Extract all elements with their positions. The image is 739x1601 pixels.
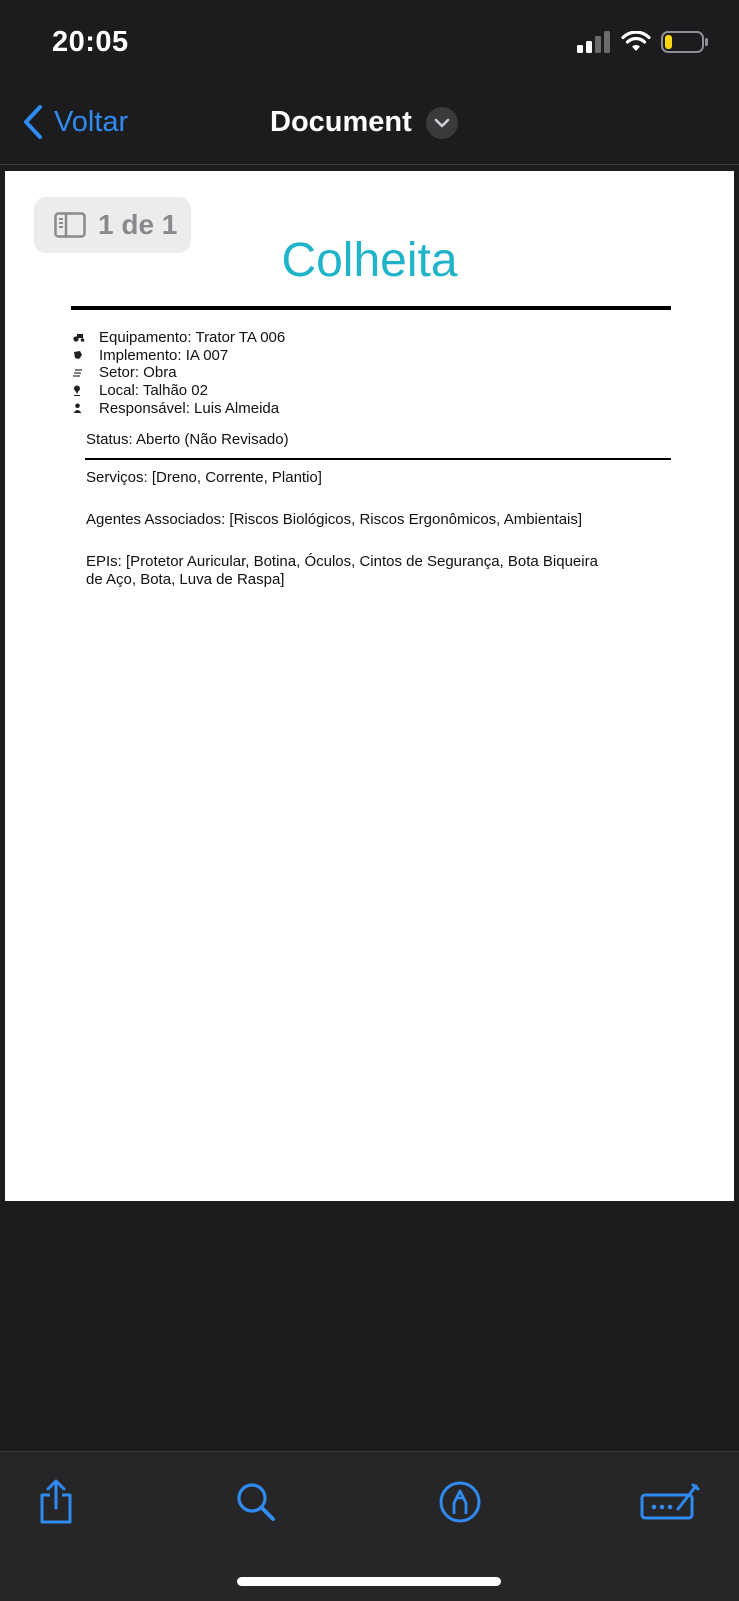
info-text: Local: Talhão 02: [99, 382, 208, 400]
search-button[interactable]: [228, 1474, 284, 1530]
info-text: Responsável: Luis Almeida: [99, 399, 280, 417]
epis-text: [86, 553, 646, 588]
info-item-implement: [73, 347, 285, 365]
document-title-menu[interactable]: [270, 106, 458, 139]
info-text: Implemento: IA 007: [99, 346, 229, 364]
epis-line-1: EPIs: [Protetor Auricular, Botina, Óculos, Cintos de Segurança, Bota Biqueira: [86, 553, 598, 570]
info-item-responsible: [73, 399, 285, 417]
person-icon: [73, 401, 91, 415]
nav-title: Document: [270, 106, 412, 138]
tractor-icon: [73, 331, 91, 345]
document-heading: Colheita: [281, 234, 458, 287]
info-item-location: [73, 382, 285, 400]
info-text: Setor: Obra: [99, 364, 177, 382]
location-pin-icon: [73, 384, 91, 398]
share-button[interactable]: [28, 1474, 84, 1530]
services-text: Serviços: [Dreno, Corrente, Plantio]: [86, 469, 322, 486]
chevron-left-icon: [22, 104, 44, 140]
page-indicator-label: 1 de 1: [98, 209, 178, 240]
back-button[interactable]: [22, 104, 128, 140]
home-indicator[interactable]: [237, 1577, 501, 1586]
implement-icon: [73, 348, 91, 362]
heading-divider: [71, 306, 671, 310]
clock-time: 20:05: [52, 26, 129, 58]
document-page[interactable]: [5, 171, 734, 1201]
cellular-signal-icon: [577, 31, 611, 53]
battery-icon: [661, 30, 709, 54]
agents-text: Agentes Associados: [Riscos Biológicos, Riscos Ergonômicos, Ambientais]: [86, 511, 583, 528]
share-icon: [36, 1479, 76, 1525]
markup-icon: [438, 1480, 482, 1524]
navigation-bar: [0, 90, 739, 165]
info-item-equipment: [73, 329, 285, 347]
sector-icon: [73, 366, 91, 380]
status-bar: [0, 0, 739, 90]
info-item-sector: [73, 364, 285, 382]
epis-line-2: de Aço, Bota, Luva de Raspa]: [86, 570, 285, 588]
nav-divider: [0, 164, 739, 165]
info-list: [73, 329, 285, 417]
info-text: Equipamento: Trator TA 006: [99, 329, 286, 347]
back-label: Voltar: [54, 105, 129, 138]
chevron-down-icon: [426, 107, 458, 139]
status-icons: [577, 30, 709, 54]
markup-button[interactable]: [432, 1474, 488, 1530]
status-text: Status: Aberto (Não Revisado): [86, 431, 289, 448]
wifi-icon: [621, 31, 651, 53]
signature-button[interactable]: [638, 1474, 702, 1530]
signature-icon: [640, 1482, 700, 1522]
section-divider: [85, 458, 671, 460]
search-icon: [235, 1481, 277, 1523]
